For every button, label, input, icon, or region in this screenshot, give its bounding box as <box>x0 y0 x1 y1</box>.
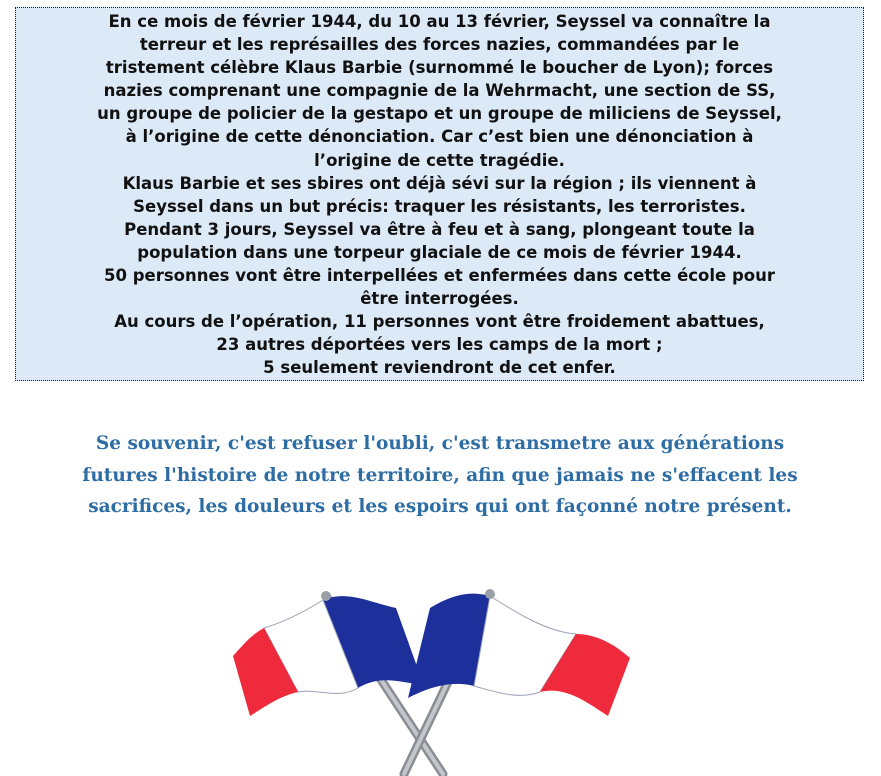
narrative-line: l’origine de cette tragédie. <box>314 150 565 170</box>
narrative-line: tristement célèbre Klaus Barbie (surnommé le boucher de Lyon); forces <box>105 58 774 78</box>
narrative-line: Au cours de l’opération, 11 personnes vont être froidement abattues, <box>114 312 765 332</box>
quote-line: Se souvenir, c'est refuser l'oubli, c'est transmetre aux générations <box>95 433 785 454</box>
narrative-line: 50 personnes vont être interpellées et enfermées dans cette école pour <box>103 266 776 286</box>
quote-line: futures l'histoire de notre territoire, afin que jamais ne s'effacent les <box>82 464 798 486</box>
narrative-line: En ce mois de février 1944, du 10 au 13 février, Seyssel va connaître la <box>108 12 771 31</box>
narrative-line: Klaus Barbie et ses sbires ont déjà sévi sur la région ; ils viennent à <box>122 173 757 193</box>
quote-line: sacrifices, les douleurs et les espoirs qui ont façonné notre présent. <box>88 496 792 517</box>
narrative-line: population dans une torpeur glaciale de ce mois de février 1944. <box>137 242 742 262</box>
narrative-box <box>15 7 864 381</box>
narrative-line: à l’origine de cette dénonciation. Car c’est bien une dénonciation à <box>125 127 754 147</box>
pole-tip-left <box>321 591 331 601</box>
narrative-line: 5 seulement reviendront de cet enfer. <box>263 358 616 378</box>
remembrance-quote <box>60 428 820 523</box>
narrative-line: Pendant 3 jours, Seyssel va être à feu et à sang, plongeant toute la <box>124 219 755 239</box>
narrative-line: Seyssel dans un but précis: traquer les résistants, les terroristes. <box>133 196 746 216</box>
narrative-line: être interrogées. <box>360 289 519 309</box>
pole-tip-right <box>485 589 495 599</box>
narrative-line: un groupe de policier de la gestapo et un groupe de miliciens de Seyssel, <box>97 104 782 124</box>
narrative-line: terreur et les représailles des forces nazies, commandées par le <box>139 35 740 55</box>
crossed-french-flags-icon <box>228 588 638 776</box>
narrative-line: nazies comprenant une compagnie de la Wehrmacht, une section de SS, <box>103 81 776 101</box>
narrative-line: 23 autres déportées vers les camps de la mort ; <box>216 335 663 355</box>
